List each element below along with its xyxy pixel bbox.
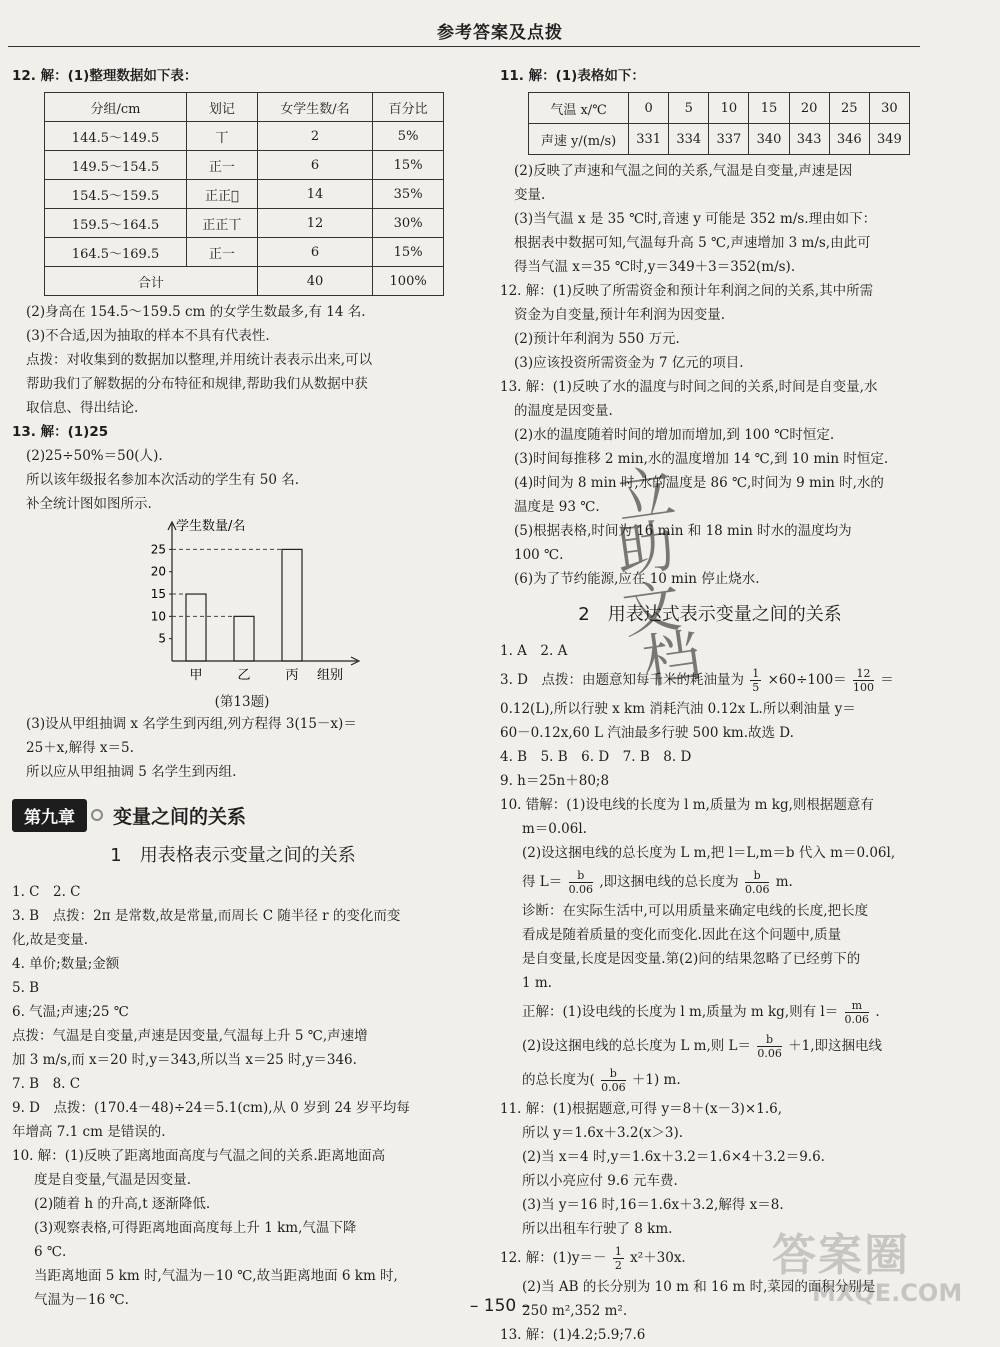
text-line: (2)当 AB 的长分别为 10 m 和 16 m 时,菜园的面积分别是	[522, 1279, 876, 1295]
text-line: 是自变量,长度是因变量.第(2)问的结果忽略了已经剪下的	[522, 951, 861, 967]
text-line: 1 m.	[522, 975, 552, 991]
text-line: 9. h＝25n＋80;8	[500, 773, 610, 789]
stamp-char: 助	[612, 511, 680, 587]
fraction	[613, 1245, 624, 1272]
text-line: 13. 解：(1)反映了水的温度与时间之间的关系,时间是自变量,水	[500, 379, 878, 395]
text-line: (2)随着 h 的升高,t 逐渐降低.	[34, 1196, 211, 1212]
table-cell: 100%	[373, 267, 444, 296]
bar	[186, 594, 206, 661]
chapter-dot-icon	[91, 809, 103, 821]
text-line: 补全统计图如图所示.	[26, 496, 152, 512]
text-line: 所以小亮应付 9.6 元车费.	[522, 1173, 678, 1189]
text-line: 看成是随着质量的变化而变化.因此在这个问题中,质量	[522, 927, 842, 943]
text-line: 点拨：气温是自变量,声速是因变量,气温每上升 5 ℃,声速增	[12, 1028, 368, 1044]
text-line: (2)预计年利润为 550 万元.	[514, 331, 680, 347]
fraction	[569, 869, 594, 896]
fraction-numerator: 12	[853, 667, 874, 681]
x-tick-label: 乙	[237, 668, 251, 683]
table-cell: 159.5～164.5	[45, 209, 187, 238]
table-cell: 149.5～154.5	[45, 151, 187, 180]
q11-intro: 11. 解：(1)表格如下：	[500, 68, 645, 84]
bar-chart	[12, 516, 452, 688]
table-cell: 12	[257, 209, 372, 238]
table-cell: 154.5～159.5	[45, 180, 187, 209]
fraction-numerator: b	[569, 869, 594, 883]
table-cell: 0	[629, 93, 669, 124]
fraction-denominator: 0.06	[568, 883, 594, 896]
text-line: (2)当 x＝4 时,y＝1.6x＋3.2＝1.6×4＋3.2＝9.6.	[522, 1149, 825, 1165]
text-line: 6 ℃.	[34, 1244, 67, 1260]
stamp-char: 档	[638, 621, 706, 697]
y-axis-label: 学生数量/名	[176, 519, 246, 534]
fraction-denominator: 0.06	[844, 1013, 870, 1026]
table-cell: 144.5～149.5	[45, 122, 187, 151]
fraction-denominator: 2	[614, 1259, 622, 1272]
table-row	[45, 122, 444, 151]
sound-speed-table	[528, 92, 910, 155]
text-line: 温度是 93 ℃.	[514, 499, 600, 515]
text-line: 变量.	[514, 187, 546, 203]
text-line: 100 ℃.	[514, 547, 564, 563]
text-line: 根据表中数据可知,气温每升高 5 ℃,声速增加 3 m/s,由此可	[514, 235, 871, 251]
x-tick-label: 甲	[189, 668, 203, 683]
text-line: 6. 气温;声速;25 ℃	[12, 1004, 129, 1020]
text-line: 11. 解：(1)根据题意,可得 y＝8＋(x－3)×1.6,	[500, 1101, 782, 1117]
fraction	[845, 999, 870, 1026]
table-header: 百分比	[373, 93, 444, 122]
text-line: (2)反映了声速和气温之间的关系,气温是自变量,声速是因	[514, 163, 853, 179]
text-line: 12. 解：(1)反映了所需资金和预计年利润之间的关系,其中所需	[500, 283, 874, 299]
text-line: 10. 解：(1)反映了距离地面高度与气温之间的关系.距离地面高	[12, 1148, 386, 1164]
bar	[282, 549, 302, 661]
table-cell: 334	[669, 124, 709, 155]
stamp-char: 立	[612, 457, 680, 533]
text-line: (3)观察表格,可得距离地面高度每上升 1 km,气温下降	[34, 1220, 357, 1236]
text-fragment: 3. D 点拨：由题意知每千米的耗油量为	[500, 672, 744, 688]
table-cell: 343	[789, 124, 829, 155]
fraction-denominator: 0.06	[744, 883, 770, 896]
fraction	[601, 1067, 626, 1094]
text-line: 60－0.12x,60 L 汽油最多行驶 500 km.故选 D.	[500, 725, 794, 741]
text-line: 年增高 7.1 cm 是错误的.	[12, 1124, 166, 1140]
text-line: 取信息、得出结论.	[26, 400, 139, 416]
table-row	[529, 124, 910, 155]
text-fragment: 的总长度为(	[522, 1072, 595, 1088]
frequency-table	[44, 92, 444, 296]
stamp-char: 文	[618, 571, 686, 647]
text-line: 13. 解：(1)25	[12, 424, 109, 440]
table-cell: 5%	[373, 122, 444, 151]
table-row	[529, 93, 910, 124]
table-header: 女学生数/名	[257, 93, 372, 122]
table-cell: 气温 x/℃	[529, 93, 629, 124]
table-cell: 164.5～169.5	[45, 238, 187, 267]
table-cell: 40	[257, 267, 372, 296]
text-line: 气温为－16 ℃.	[34, 1292, 129, 1308]
text-line: 所以 y＝1.6x＋3.2(x＞3).	[522, 1125, 683, 1141]
section-title: 1 用表格表示变量之间的关系	[110, 845, 356, 866]
table-cell: 20	[789, 93, 829, 124]
table-cell: 35%	[373, 180, 444, 209]
watermark-url: MXQE.COM	[812, 1279, 963, 1307]
text-line: m＝0.06l.	[522, 821, 587, 837]
left-column	[12, 64, 454, 1312]
x-tick-label: 丙	[285, 668, 299, 683]
table-cell: 15%	[373, 238, 444, 267]
text-line: 所以该年级报名参加本次活动的学生有 50 名.	[26, 472, 300, 488]
text-line: 诊断：在实际生活中,可以用质量来确定电线的长度,把长度	[522, 903, 869, 919]
text-line: 7. B 8. C	[12, 1076, 81, 1092]
text-fragment: ,即这捆电线的总长度为	[599, 874, 739, 890]
text-line: (3)当气温 x 是 35 ℃时,音速 y 可能是 352 m/s.理由如下：	[514, 211, 877, 227]
watermark-text: 答案圈	[772, 1230, 910, 1281]
fraction-denominator: 5	[752, 681, 760, 694]
table-cell: 14	[257, 180, 372, 209]
text-line: (3)不合适,因为抽取的样本不具有代表性.	[26, 328, 270, 344]
text-line: (4)时间为 8 min 时,水的温度是 86 ℃,时间为 9 min 时,水的	[514, 475, 884, 491]
table-cell: 346	[829, 124, 869, 155]
text-line: 所以应从甲组抽调 5 名学生到丙组.	[26, 764, 237, 780]
watermark-logo	[772, 1232, 972, 1312]
table-cell: 349	[869, 124, 909, 155]
text-line: 帮助我们了解数据的分布特征和规律,帮助我们从数据中获	[26, 376, 368, 392]
x-axis-label: 组别	[317, 668, 344, 683]
text-line: (2)身高在 154.5～159.5 cm 的女学生数最多,有 14 名.	[26, 304, 366, 320]
table-cell: 合计	[45, 267, 258, 296]
table-header: 分组/cm	[45, 93, 187, 122]
chapter-badge: 第九章	[12, 799, 87, 832]
section-title: 2 用表达式表示变量之间的关系	[578, 604, 842, 625]
y-tick-label: 25	[150, 542, 166, 557]
text-line	[500, 995, 920, 1029]
fraction	[750, 667, 761, 694]
table-cell: 15%	[373, 151, 444, 180]
text-fragment: ＋1) m.	[631, 1072, 681, 1088]
text-line: (5)根据表格,时间为 16 min 和 18 min 时水的温度均为	[514, 523, 852, 539]
fraction	[757, 1033, 782, 1060]
table-cell: 声速 y/(m/s)	[529, 124, 629, 155]
text-fragment: ＝	[880, 672, 894, 688]
text-line: 当距离地面 5 km 时,气温为－10 ℃,故当距离地面 6 km 时,	[34, 1268, 398, 1284]
table-cell: 5	[669, 93, 709, 124]
text-line: 1. A 2. A	[500, 643, 568, 659]
table-row	[45, 180, 444, 209]
text-line	[500, 663, 920, 697]
table-header-row	[45, 93, 444, 122]
table-cell: 2	[257, 122, 372, 151]
page-header-title: 参考答案及点拨	[437, 23, 563, 43]
text-line: 10. 错解：(1)设电线的长度为 l m,质量为 m kg,则根据题意有	[500, 797, 874, 813]
text-line	[500, 1029, 920, 1063]
text-line: 9. D 点拨：(170.4－48)÷24＝5.1(cm),从 0 岁到 24 岁平均每	[12, 1100, 410, 1116]
text-line: 得当气温 x＝35 ℃时,y＝349＋3＝352(m/s).	[514, 259, 796, 275]
table-cell: 丅	[187, 122, 258, 151]
table-row	[45, 151, 444, 180]
fraction	[853, 667, 874, 694]
fraction-numerator: b	[757, 1033, 782, 1047]
text-line: 25＋x,解得 x＝5.	[26, 740, 134, 756]
page-number: – 150 –	[469, 1296, 531, 1316]
text-line: (3)当 y＝16 时,16＝1.6x＋3.2,解得 x＝8.	[522, 1197, 784, 1213]
y-tick-label: 20	[150, 564, 166, 579]
y-tick-label: 15	[150, 587, 166, 602]
text-line: 0.12(L),所以行驶 x km 消耗汽油 0.12x L.所以剩油量 y＝	[500, 701, 856, 717]
table-cell: 331	[629, 124, 669, 155]
text-fragment: 得 L＝	[522, 874, 563, 890]
table-cell: 30%	[373, 209, 444, 238]
fraction-numerator: m	[845, 999, 870, 1013]
table-cell: 15	[749, 93, 789, 124]
text-line: 5. B	[12, 980, 40, 996]
text-fragment: x²＋30x.	[630, 1250, 686, 1266]
text-line: 资金为自变量,预计年利润为因变量.	[514, 307, 726, 323]
table-total-row	[45, 267, 444, 296]
y-tick-label: 5	[158, 631, 166, 646]
table-cell: 340	[749, 124, 789, 155]
table-cell: 6	[257, 151, 372, 180]
table-cell: 正一	[187, 151, 258, 180]
table-row	[45, 209, 444, 238]
bar	[234, 616, 254, 661]
text-line: (6)为了节约能源,应在 10 min 停止烧水.	[514, 571, 760, 587]
text-line: 化,故是变量.	[12, 932, 89, 948]
text-line: 度是自变量,气温是因变量.	[34, 1172, 192, 1188]
table-row	[45, 238, 444, 267]
text-line: 4. B 5. B 6. D 7. B 8. D	[500, 749, 692, 765]
text-line: (3)设从甲组抽调 x 名学生到丙组,列方程得 3(15－x)＝	[26, 716, 357, 732]
text-fragment: 正解：(1)设电线的长度为 l m,质量为 m kg,则有 l＝	[522, 1004, 839, 1020]
table-cell: 正正丅	[187, 209, 258, 238]
text-fragment: m.	[775, 874, 793, 890]
text-line: 1. C 2. C	[12, 884, 81, 900]
table-cell: 6	[257, 238, 372, 267]
text-line: 点拨：对收集到的数据加以整理,并用统计表表示出来,可以	[26, 352, 373, 368]
fraction-numerator: b	[745, 869, 770, 883]
fraction-denominator: 100	[852, 681, 874, 694]
fraction-numerator: b	[601, 1067, 626, 1081]
text-fragment: 12. 解：(1)y＝－	[500, 1250, 607, 1266]
text-fragment: .	[875, 1004, 880, 1020]
text-line: (2)水的温度随着时间的增加而增加,到 100 ℃时恒定.	[514, 427, 835, 443]
text-line: 250 m²,352 m².	[522, 1303, 628, 1319]
text-fragment: ×60÷100＝	[767, 672, 847, 688]
table-cell: 正正𠀆	[187, 180, 258, 209]
q12-intro: 12. 解：(1)整理数据如下表：	[12, 68, 198, 84]
text-line	[500, 865, 920, 899]
table-header: 划记	[187, 93, 258, 122]
fraction	[745, 869, 770, 896]
fraction-denominator: 0.06	[757, 1047, 782, 1060]
text-fragment: ＋1,即这捆电线	[788, 1038, 883, 1054]
text-line: (2)设这捆电线的总长度为 L m,把 l＝L,m＝b 代入 m＝0.06l,	[522, 845, 896, 861]
fraction-denominator: 0.06	[601, 1081, 626, 1094]
table-cell: 30	[869, 93, 909, 124]
table-cell: 正一	[187, 238, 258, 267]
text-line: (3)应该投资所需资金为 7 亿元的项目.	[514, 355, 744, 371]
text-line: 加 3 m/s,而 x＝20 时,y＝343,所以当 x＝25 时,y＝346.	[12, 1052, 357, 1068]
text-line: 所以出租车行驶了 8 km.	[522, 1221, 673, 1237]
fraction-numerator: 1	[752, 667, 760, 680]
table-cell: 25	[829, 93, 869, 124]
y-tick-label: 10	[150, 609, 166, 624]
text-line	[500, 1063, 920, 1097]
text-line: 4. 单价;数量;金额	[12, 956, 120, 972]
chapter-title: 变量之间的关系	[113, 805, 247, 828]
text-line: 的温度是因变量.	[514, 403, 613, 419]
text-line: 13. 解：(1)4.2;5.9;7.6	[500, 1327, 646, 1343]
fraction-numerator: 1	[614, 1245, 622, 1258]
text-fragment: (2)设这捆电线的总长度为 L m,则 L＝	[522, 1038, 752, 1054]
text-line: (3)时间每推移 2 min,水的温度增加 14 ℃,到 10 min 时恒定.	[514, 451, 889, 467]
header-rule	[8, 46, 920, 47]
text-line: (2)25÷50%＝50(人).	[26, 448, 163, 464]
text-line: 3. B 点拨：2π 是常数,故是常量,而周长 C 随半径 r 的变化而变	[12, 908, 401, 924]
chart-caption: (第13题)	[214, 694, 270, 710]
right-column	[500, 64, 920, 1347]
chapter-heading	[12, 798, 454, 832]
table-cell: 337	[709, 124, 749, 155]
table-cell: 10	[709, 93, 749, 124]
